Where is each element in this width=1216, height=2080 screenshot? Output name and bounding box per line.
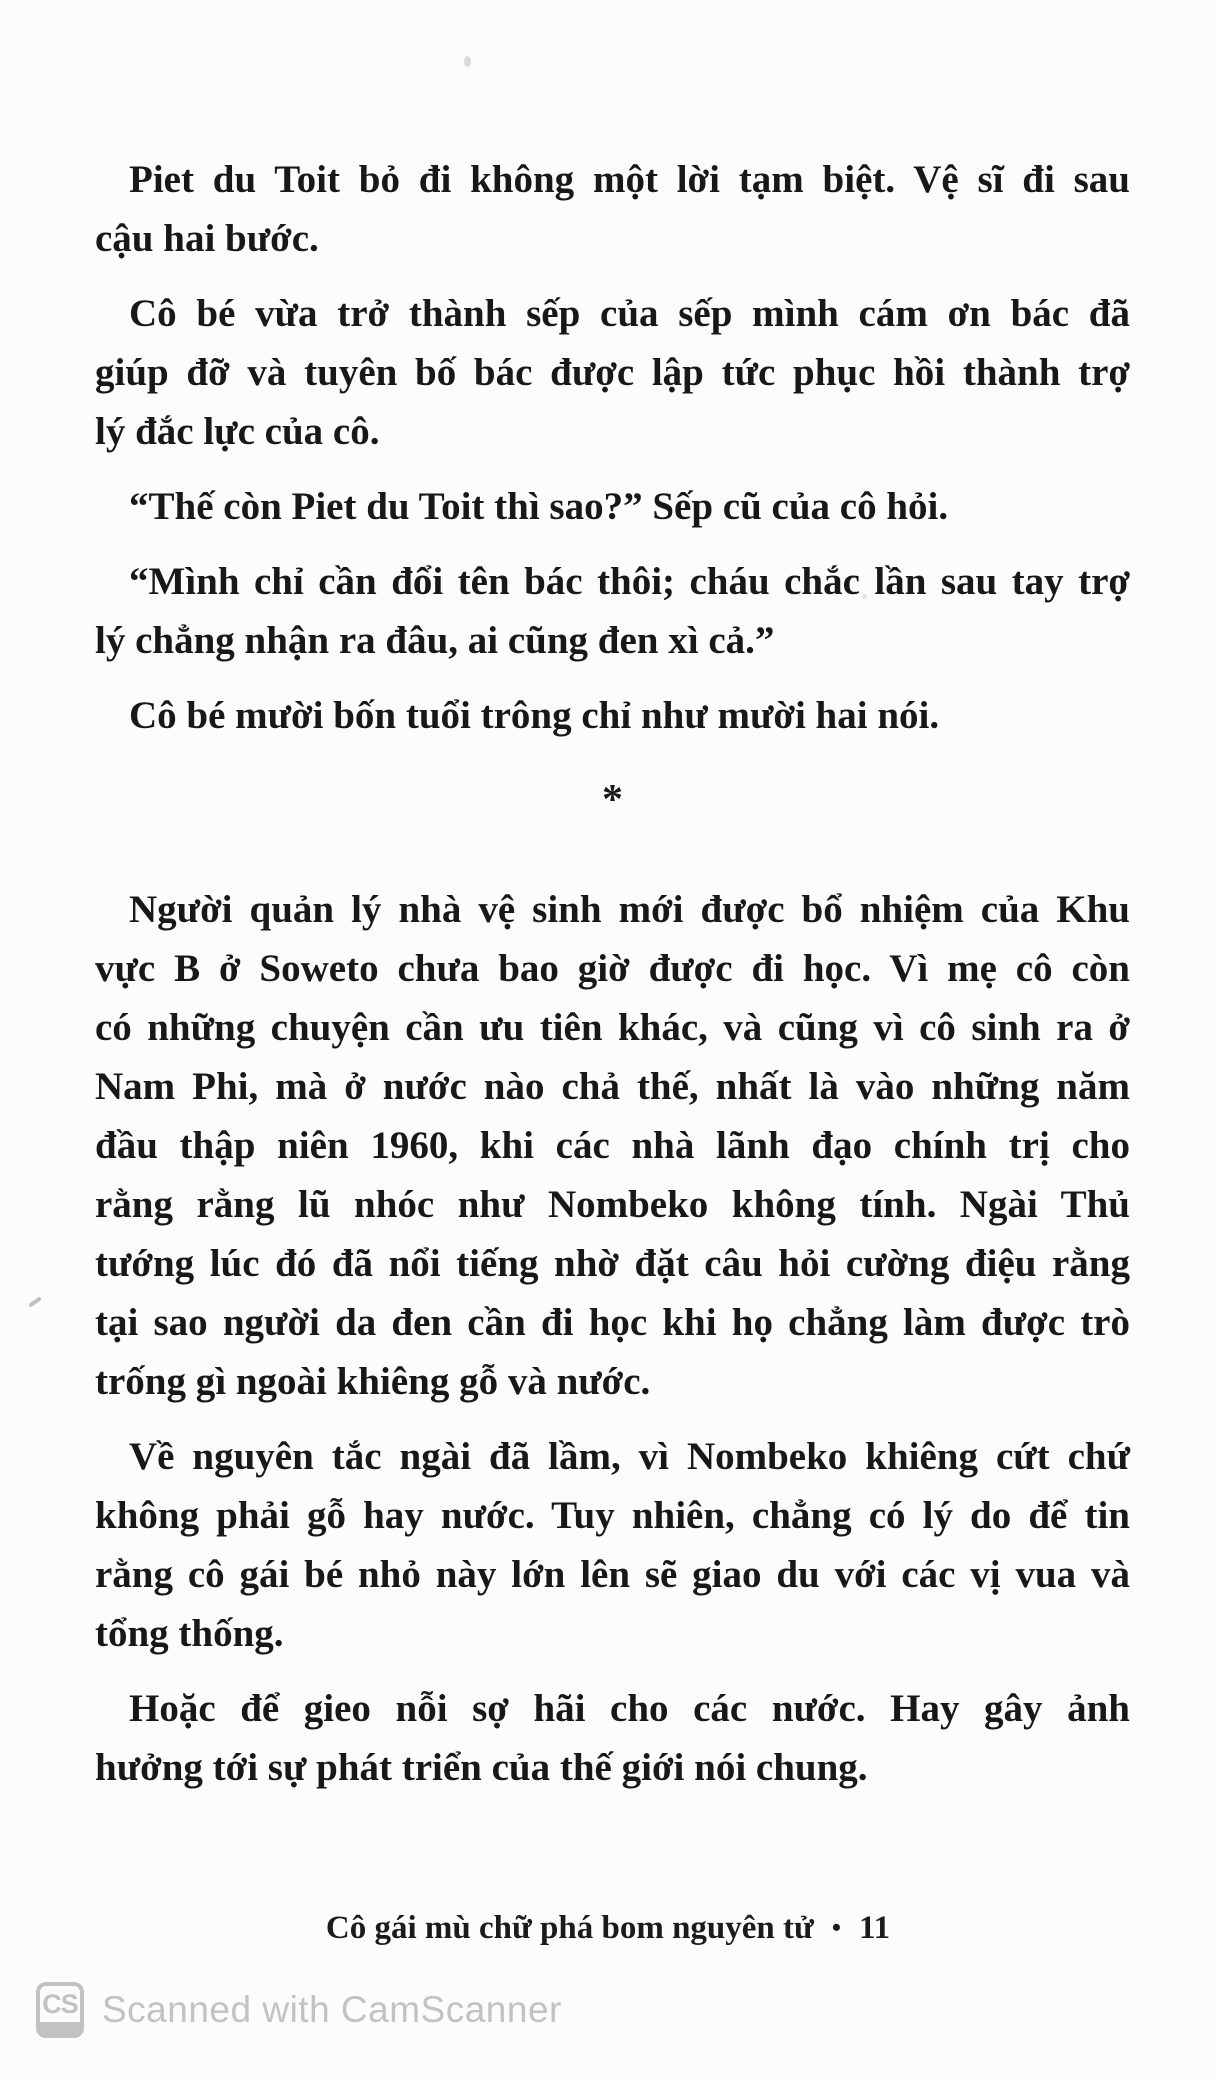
page-body	[95, 150, 1130, 1797]
paragraph	[95, 1427, 1130, 1663]
text-line: Hoặc để gieo nỗi sợ hãi cho các nước. Hay gây ảnh	[129, 1687, 1130, 1730]
camscanner-logo-letters: CS	[42, 1989, 78, 2019]
footer-page-number: 11	[858, 1910, 891, 1946]
footer-book-title: Cô gái mù chữ phá bom nguyên tử	[325, 1910, 814, 1946]
section-break-asterisk: *	[602, 777, 623, 823]
text-line: “Mình chỉ cần đổi tên bác thôi; cháu chắc lần sau tay trợ	[129, 560, 1130, 603]
paragraph	[95, 1679, 1130, 1797]
text-line: lý chẳng nhận ra đâu, ai cũng đen xì cả.”	[95, 619, 775, 662]
text-line: “Thế còn Piet du Toit thì sao?” Sếp cũ của cô hỏi.	[129, 485, 949, 528]
paragraph	[95, 150, 1130, 268]
scan-speck	[464, 56, 471, 67]
text-line: rằng rằng lũ nhóc như Nombeko không tính. Ngài Thủ	[95, 1183, 1130, 1226]
text-line: Người quản lý nhà vệ sinh mới được bổ nhiệm của Khu	[129, 888, 1130, 931]
camscanner-logo-icon	[36, 1982, 84, 2038]
paragraph	[95, 284, 1130, 461]
text-line: rằng cô gái bé nhỏ này lớn lên sẽ giao du với các vị vua và	[95, 1553, 1130, 1596]
text-line: giúp đỡ và tuyên bố bác được lập tức phục hồi thành trợ	[95, 351, 1130, 394]
camscanner-logo-band	[40, 2022, 80, 2034]
watermark-label: Scanned with CamScanner	[102, 1989, 562, 2030]
text-line: hưởng tới sự phát triển của thế giới nói chung.	[95, 1746, 868, 1789]
camscanner-watermark	[36, 1982, 562, 2038]
text-line: Nam Phi, mà ở nước nào chả thế, nhất là vào những năm	[95, 1065, 1130, 1108]
text-line: trống gì ngoài khiêng gỗ và nước.	[95, 1360, 651, 1403]
text-line: Cô bé mười bốn tuổi trông chỉ như mười hai nói.	[129, 694, 940, 737]
text-line: lý đắc lực của cô.	[95, 410, 380, 453]
scan-speck	[28, 1296, 42, 1307]
paragraph	[95, 477, 1130, 536]
paragraph	[95, 880, 1130, 1411]
text-line: vực B ở Soweto chưa bao giờ được đi học. Vì mẹ cô còn	[95, 947, 1130, 990]
text-line: tướng lúc đó đã nổi tiếng nhờ đặt câu hỏi cường điệu rằng	[95, 1242, 1130, 1285]
text-line: Về nguyên tắc ngài đã lầm, vì Nombeko khiêng cứt chứ	[129, 1435, 1130, 1478]
paragraph	[95, 552, 1130, 670]
paragraph	[95, 686, 1130, 745]
text-line: Piet du Toit bỏ đi không một lời tạm biệt. Vệ sĩ đi sau	[129, 158, 1130, 201]
text-line: cậu hai bước.	[95, 217, 319, 260]
text-line: Cô bé vừa trở thành sếp của sếp mình cám ơn bác đã	[129, 292, 1130, 335]
text-line: tại sao người da đen cần đi học khi họ chẳng làm được trò	[95, 1301, 1130, 1344]
text-line: có những chuyện cần ưu tiên khác, và cũng vì cô sinh ra ở	[95, 1006, 1130, 1049]
footer-bullet: •	[831, 1913, 841, 1942]
text-line: không phải gỗ hay nước. Tuy nhiên, chẳng có lý do để tin	[95, 1494, 1130, 1537]
text-line: đầu thập niên 1960, khi các nhà lãnh đạo chính trị cho	[95, 1124, 1130, 1167]
text-line: tổng thống.	[95, 1612, 284, 1655]
page-footer	[0, 1910, 1216, 1947]
